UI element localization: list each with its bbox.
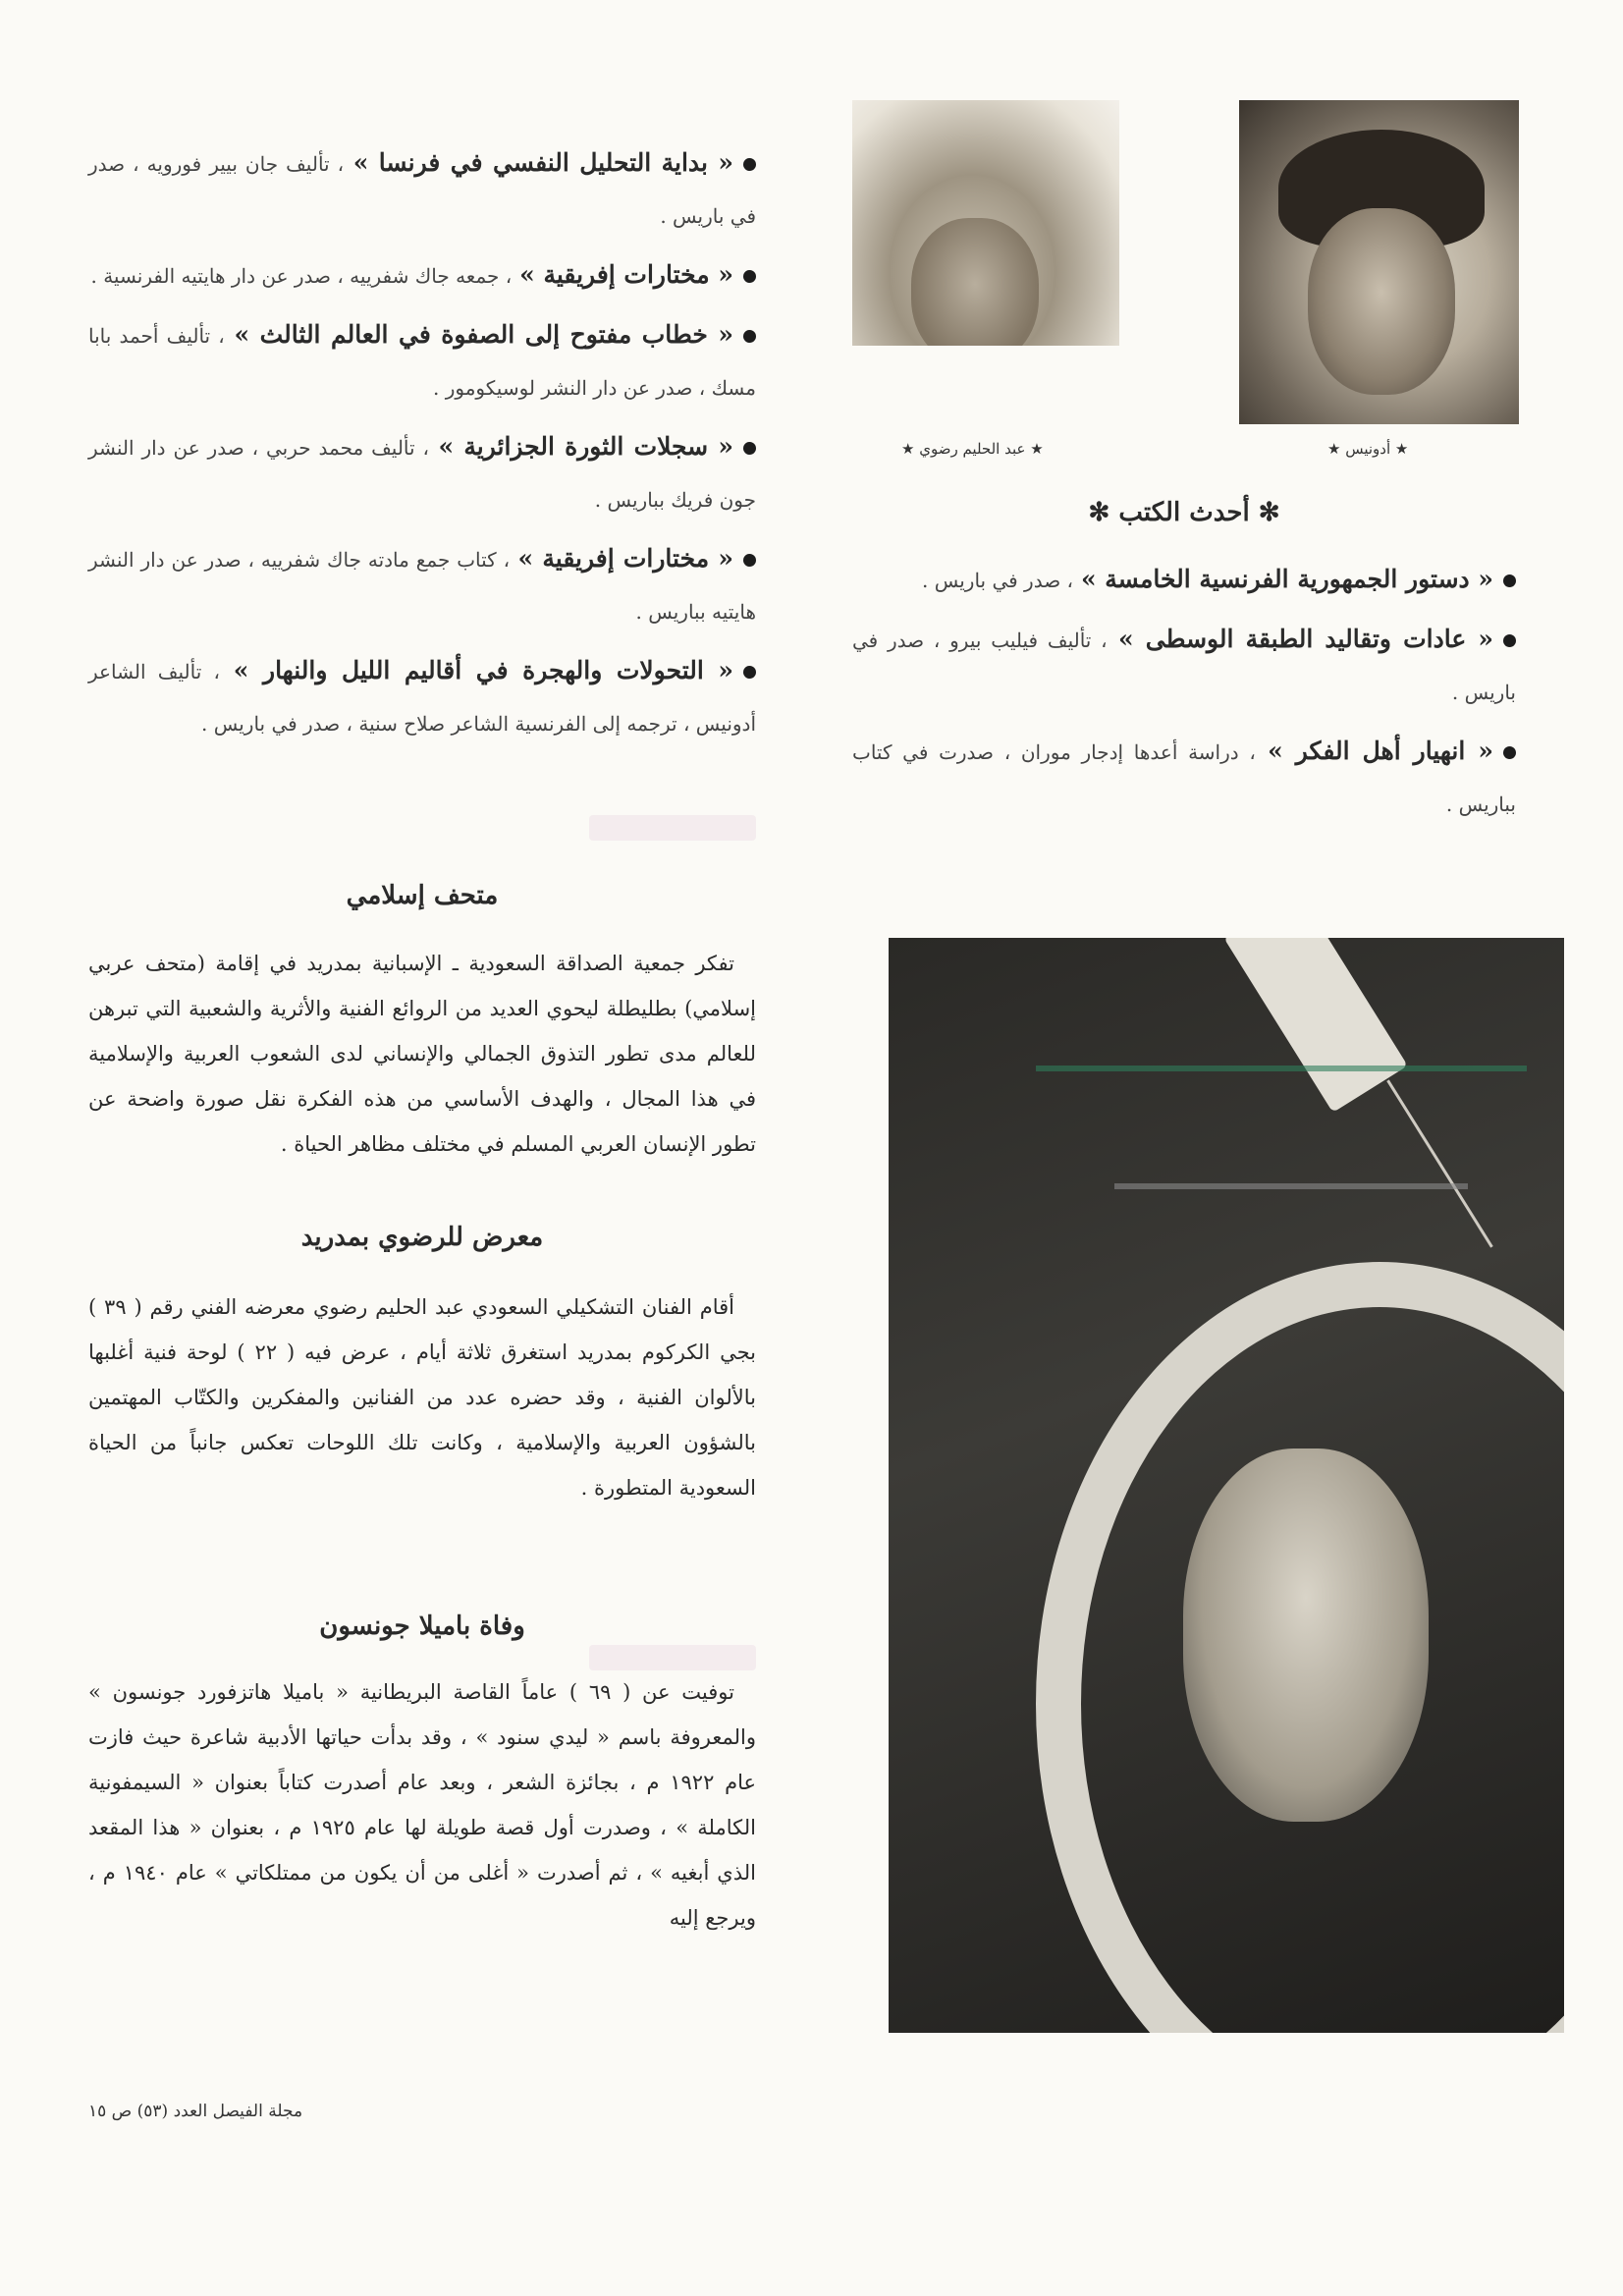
photo-needle-shape: [1386, 1079, 1493, 1247]
list-item: « خطاب مفتوح إلى الصفوة في العالم الثالث » ، تأليف أحمد بابا مسك ، صدر عن دار النشر لوسيكومور .: [88, 320, 756, 400]
bullet-icon: [743, 666, 756, 679]
bullet-icon: [1503, 634, 1516, 647]
adonis-photo: [1239, 100, 1519, 424]
photo-face-shape: [1308, 208, 1455, 395]
list-item: « عادات وتقاليد الطبقة الوسطى » ، تأليف فيليب بيرو ، صدر في باريس .: [852, 625, 1516, 704]
list-item: « سجلات الثورة الجزائرية » ، تأليف محمد حربي ، صدر عن دار النشر جون فريك بباريس .: [88, 432, 756, 512]
razawi-caption: ★ عبد الحليم رضوي ★: [901, 440, 1044, 458]
bullet-icon: [743, 270, 756, 283]
bullet-icon: [743, 554, 756, 567]
bullet-icon: [1503, 574, 1516, 587]
bullet-icon: [743, 158, 756, 171]
adonis-caption: ★ أدونيس ★: [1327, 440, 1409, 458]
photo-syringe-shape: [1223, 938, 1408, 1113]
scan-artifact: [1036, 1066, 1527, 1071]
list-item: « التحولات والهجرة في أقاليم الليل والنهار » ، تأليف الشاعر أدونيس ، ترجمه إلى الفرنسية الشاعر صلاح سنية ، صدر في باريس .: [88, 656, 756, 736]
list-item: « مختارات إفريقية » ، جمعه جاك شفرييه ، صدر عن دار هايتيه الفرنسية .: [88, 249, 756, 301]
latest-books-heading: ✻ أحدث الكتب ✻: [1088, 498, 1280, 527]
museum-body: تفكر جمعية الصداقة السعودية ـ الإسبانية بمدريد في إقامة (متحف عربي إسلامي) بطليطلة ليحوي العديد من الروائع الفنية والأثرية والشعبية التي تبرهن للعالم مدى تطور التذوق الجمالي والإنساني لدى الشعوب العربية والإسلامية في هذا المجال ، والهدف الأساسي من هذه الفكرة نقل صورة واضحة عن تطور الإنسان العربي المسلم في مختلف مظاهر الحياة .: [88, 952, 756, 1156]
bullet-icon: [1503, 746, 1516, 759]
bullet-icon: [743, 442, 756, 455]
page-footer: مجلة الفيصل العدد (٥٣) ص ١٥: [88, 2102, 303, 2121]
photo-face-shape: [911, 218, 1039, 346]
list-item: « بداية التحليل النفسي في فرنسا » ، تأليف جان بيير فورويه ، صدر في باريس .: [88, 148, 756, 228]
list-item: « دستور الجمهورية الفرنسية الخامسة » ، صدر في باريس .: [852, 554, 1516, 606]
infant-photo: [889, 938, 1564, 2033]
museum-article: [88, 874, 756, 1167]
books-list: [88, 137, 756, 786]
list-item: « مختارات إفريقية » ، كتاب جمع مادته جاك شفرييه ، صدر عن دار النشر هايتيه بباريس .: [88, 544, 756, 624]
scan-artifact: [1114, 1183, 1468, 1189]
photo-infant-shape: [1183, 1449, 1429, 1822]
list-item: « انهيار أهل الفكر » ، دراسة أعدها إدجار موران ، صدرت في كتاب بباريس .: [852, 737, 1516, 816]
razawi-photo: [852, 100, 1119, 346]
museum-title: متحف إسلامي: [346, 881, 499, 910]
bullet-icon: [743, 330, 756, 343]
exhibition-article: [88, 1216, 756, 1510]
obituary-body: توفيت عن ( ٦٩ ) عاماً القاصة البريطانية « باميلا هاتزفورد جونسون » والمعروفة باسم « ليدي سنود » ، وقد بدأت حياتها الأدبية شاعرة حيث فازت عام ١٩٢٢ م ، بجائزة الشعر ، وبعد عام أصدرت كتاباً بعنوان « السيمفونية الكاملة » ، وصدرت أول قصة طويلة لها عام ١٩٢٥ م ، بعنوان « هذا المقعد الذي أبغيه » ، ثم أصدرت « أغلى من أن يكون من ممتلكاتي » عام ١٩٤٠ م ، ويرجع إليه: [88, 1680, 756, 1930]
exhibition-title: معرض للرضوي بمدريد: [300, 1223, 544, 1252]
scan-artifact: [589, 1645, 756, 1670]
exhibition-body: أقام الفنان التشكيلي السعودي عبد الحليم رضوي معرضه الفني رقم ( ٣٩ ) بجي الكركوم بمدريد استغرق ثلاثة أيام ، عرض فيه ( ٢٢ ) لوحة فنية أغلبها بالألوان الفنية ، وقد حضره عدد من الفنانين والمفكرين والكتّاب المهتمين بالشؤون العربية والإسلامية ، وكانت تلك اللوحات تعكس جانباً من الحياة السعودية المتطورة .: [88, 1295, 756, 1500]
latest-books-section: [852, 491, 1516, 838]
obituary-title: وفاة باميلا جونسون: [319, 1612, 525, 1641]
scan-artifact: [589, 815, 756, 841]
